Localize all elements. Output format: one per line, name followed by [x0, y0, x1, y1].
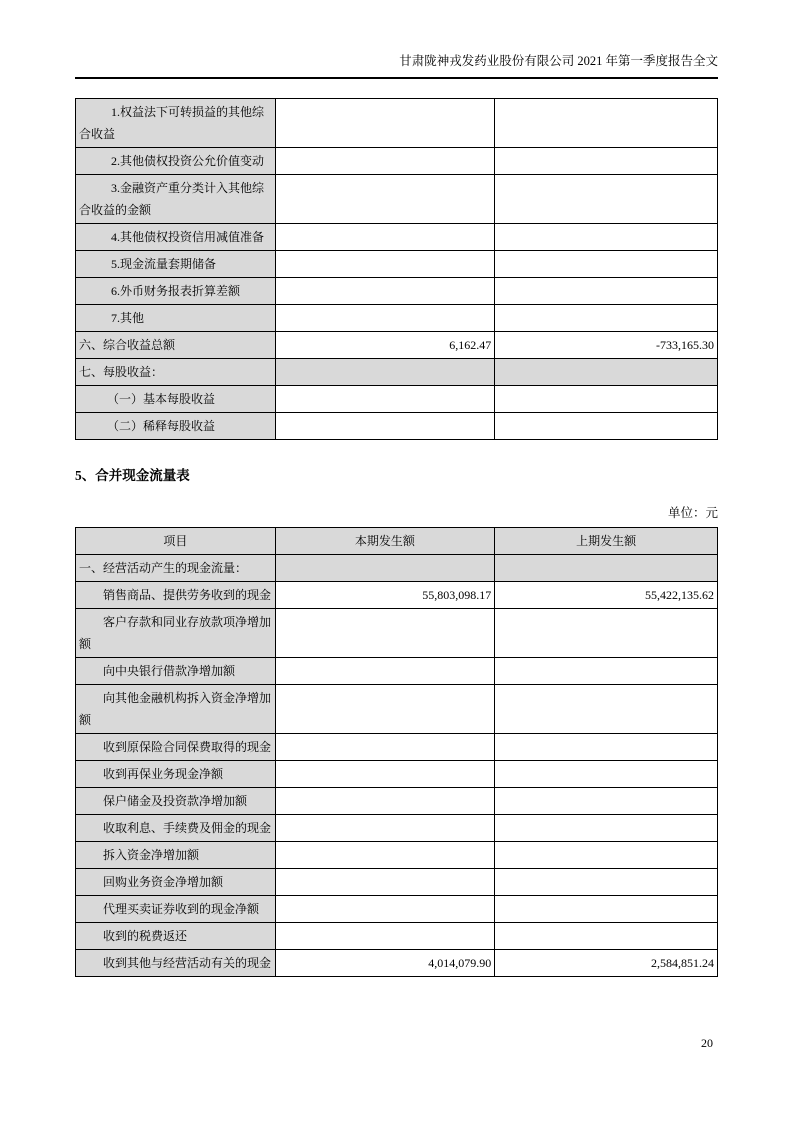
prior-period-cell: [495, 413, 718, 440]
table-row: [76, 923, 718, 950]
section-title: 5、合并现金流量表: [75, 468, 190, 483]
table-row: [76, 386, 718, 413]
current-period-cell: [275, 148, 495, 175]
table-row: [76, 224, 718, 251]
current-period-cell: [275, 685, 495, 734]
page-number: 20: [701, 1036, 713, 1050]
table-row: [76, 251, 718, 278]
table-row: [76, 950, 718, 977]
prior-period-cell: -733,165.30: [495, 332, 718, 359]
prior-period-cell: [495, 359, 718, 386]
prior-period-cell: [495, 869, 718, 896]
table-header-row: [76, 528, 718, 555]
prior-period-cell: [495, 761, 718, 788]
prior-period-cell: [495, 788, 718, 815]
table-row: [76, 734, 718, 761]
prior-period-cell: [495, 609, 718, 658]
prior-period-cell: [495, 175, 718, 224]
prior-period-cell: [495, 555, 718, 582]
row-label-cell: 收到其他与经营活动有关的现金: [76, 950, 276, 977]
current-period-cell: [275, 923, 495, 950]
row-label-cell: 7.其他: [76, 305, 276, 332]
cash-flow-table: [75, 527, 718, 977]
prior-period-cell: [495, 278, 718, 305]
row-label-cell: （一）基本每股收益: [76, 386, 276, 413]
row-label-cell: 向其他金融机构拆入资金净增加额: [76, 685, 276, 734]
table-row: [76, 175, 718, 224]
row-label-cell: 收到再保业务现金净额: [76, 761, 276, 788]
row-label-cell: 2.其他债权投资公允价值变动: [76, 148, 276, 175]
table-row: [76, 609, 718, 658]
prior-period-cell: 2,584,851.24: [495, 950, 718, 977]
table-row: [76, 658, 718, 685]
table-row: [76, 869, 718, 896]
prior-period-cell: [495, 923, 718, 950]
row-label-cell: 6.外币财务报表折算差额: [76, 278, 276, 305]
table-row: [76, 788, 718, 815]
row-label-cell: 向中央银行借款净增加额: [76, 658, 276, 685]
row-label-cell: 收取利息、手续费及佣金的现金: [76, 815, 276, 842]
row-label-cell: 销售商品、提供劳务收到的现金: [76, 582, 276, 609]
table-row: [76, 815, 718, 842]
current-period-cell: [275, 815, 495, 842]
row-label-cell: 1.权益法下可转损益的其他综合收益: [76, 99, 276, 148]
current-period-cell: [275, 869, 495, 896]
table-row: [76, 685, 718, 734]
current-period-cell: [275, 413, 495, 440]
prior-period-cell: 55,422,135.62: [495, 582, 718, 609]
prior-period-cell: [495, 685, 718, 734]
prior-period-cell: [495, 99, 718, 148]
column-header-item: 项目: [76, 528, 276, 555]
table-row: [76, 582, 718, 609]
current-period-cell: 4,014,079.90: [275, 950, 495, 977]
row-label-cell: 收到的税费返还: [76, 923, 276, 950]
current-period-cell: [275, 305, 495, 332]
row-label-cell: 代理买卖证券收到的现金净额: [76, 896, 276, 923]
current-period-cell: [275, 842, 495, 869]
prior-period-cell: [495, 251, 718, 278]
row-label-cell: 客户存款和同业存放款项净增加额: [76, 609, 276, 658]
current-period-cell: [275, 251, 495, 278]
current-period-cell: [275, 99, 495, 148]
column-header-prior-period: 上期发生额: [495, 528, 718, 555]
table-row: [76, 278, 718, 305]
current-period-cell: 6,162.47: [275, 332, 495, 359]
current-period-cell: [275, 359, 495, 386]
row-label-cell: 保户储金及投资款净增加额: [76, 788, 276, 815]
prior-period-cell: [495, 896, 718, 923]
prior-period-cell: [495, 148, 718, 175]
current-period-cell: 55,803,098.17: [275, 582, 495, 609]
page-header-title: 甘肃陇神戎发药业股份有限公司 2021 年第一季度报告全文: [75, 0, 718, 79]
table-row: [76, 896, 718, 923]
current-period-cell: [275, 175, 495, 224]
prior-period-cell: [495, 658, 718, 685]
table-row: [76, 332, 718, 359]
row-label-cell: 5.现金流量套期储备: [76, 251, 276, 278]
current-period-cell: [275, 555, 495, 582]
comprehensive-income-table: [75, 98, 718, 440]
row-label-cell: 回购业务资金净增加额: [76, 869, 276, 896]
current-period-cell: [275, 278, 495, 305]
table-row: [76, 555, 718, 582]
prior-period-cell: [495, 815, 718, 842]
table-row: [76, 359, 718, 386]
row-label-cell: 七、每股收益：: [76, 359, 276, 386]
current-period-cell: [275, 386, 495, 413]
table-row: [76, 761, 718, 788]
row-label-cell: 拆入资金净增加额: [76, 842, 276, 869]
current-period-cell: [275, 734, 495, 761]
table-row: [76, 99, 718, 148]
current-period-cell: [275, 224, 495, 251]
row-label-cell: 六、综合收益总额: [76, 332, 276, 359]
prior-period-cell: [495, 224, 718, 251]
current-period-cell: [275, 658, 495, 685]
current-period-cell: [275, 896, 495, 923]
prior-period-cell: [495, 386, 718, 413]
unit-label: 单位：元: [667, 506, 718, 520]
row-label-cell: 一、经营活动产生的现金流量：: [76, 555, 276, 582]
current-period-cell: [275, 609, 495, 658]
prior-period-cell: [495, 734, 718, 761]
row-label-cell: 4.其他债权投资信用减值准备: [76, 224, 276, 251]
row-label-cell: 收到原保险合同保费取得的现金: [76, 734, 276, 761]
current-period-cell: [275, 788, 495, 815]
current-period-cell: [275, 761, 495, 788]
prior-period-cell: [495, 305, 718, 332]
table-row: [76, 305, 718, 332]
prior-period-cell: [495, 842, 718, 869]
table-row: [76, 148, 718, 175]
table-row: [76, 842, 718, 869]
row-label-cell: （二）稀释每股收益: [76, 413, 276, 440]
column-header-current-period: 本期发生额: [275, 528, 495, 555]
row-label-cell: 3.金融资产重分类计入其他综合收益的金额: [76, 175, 276, 224]
table-row: [76, 413, 718, 440]
